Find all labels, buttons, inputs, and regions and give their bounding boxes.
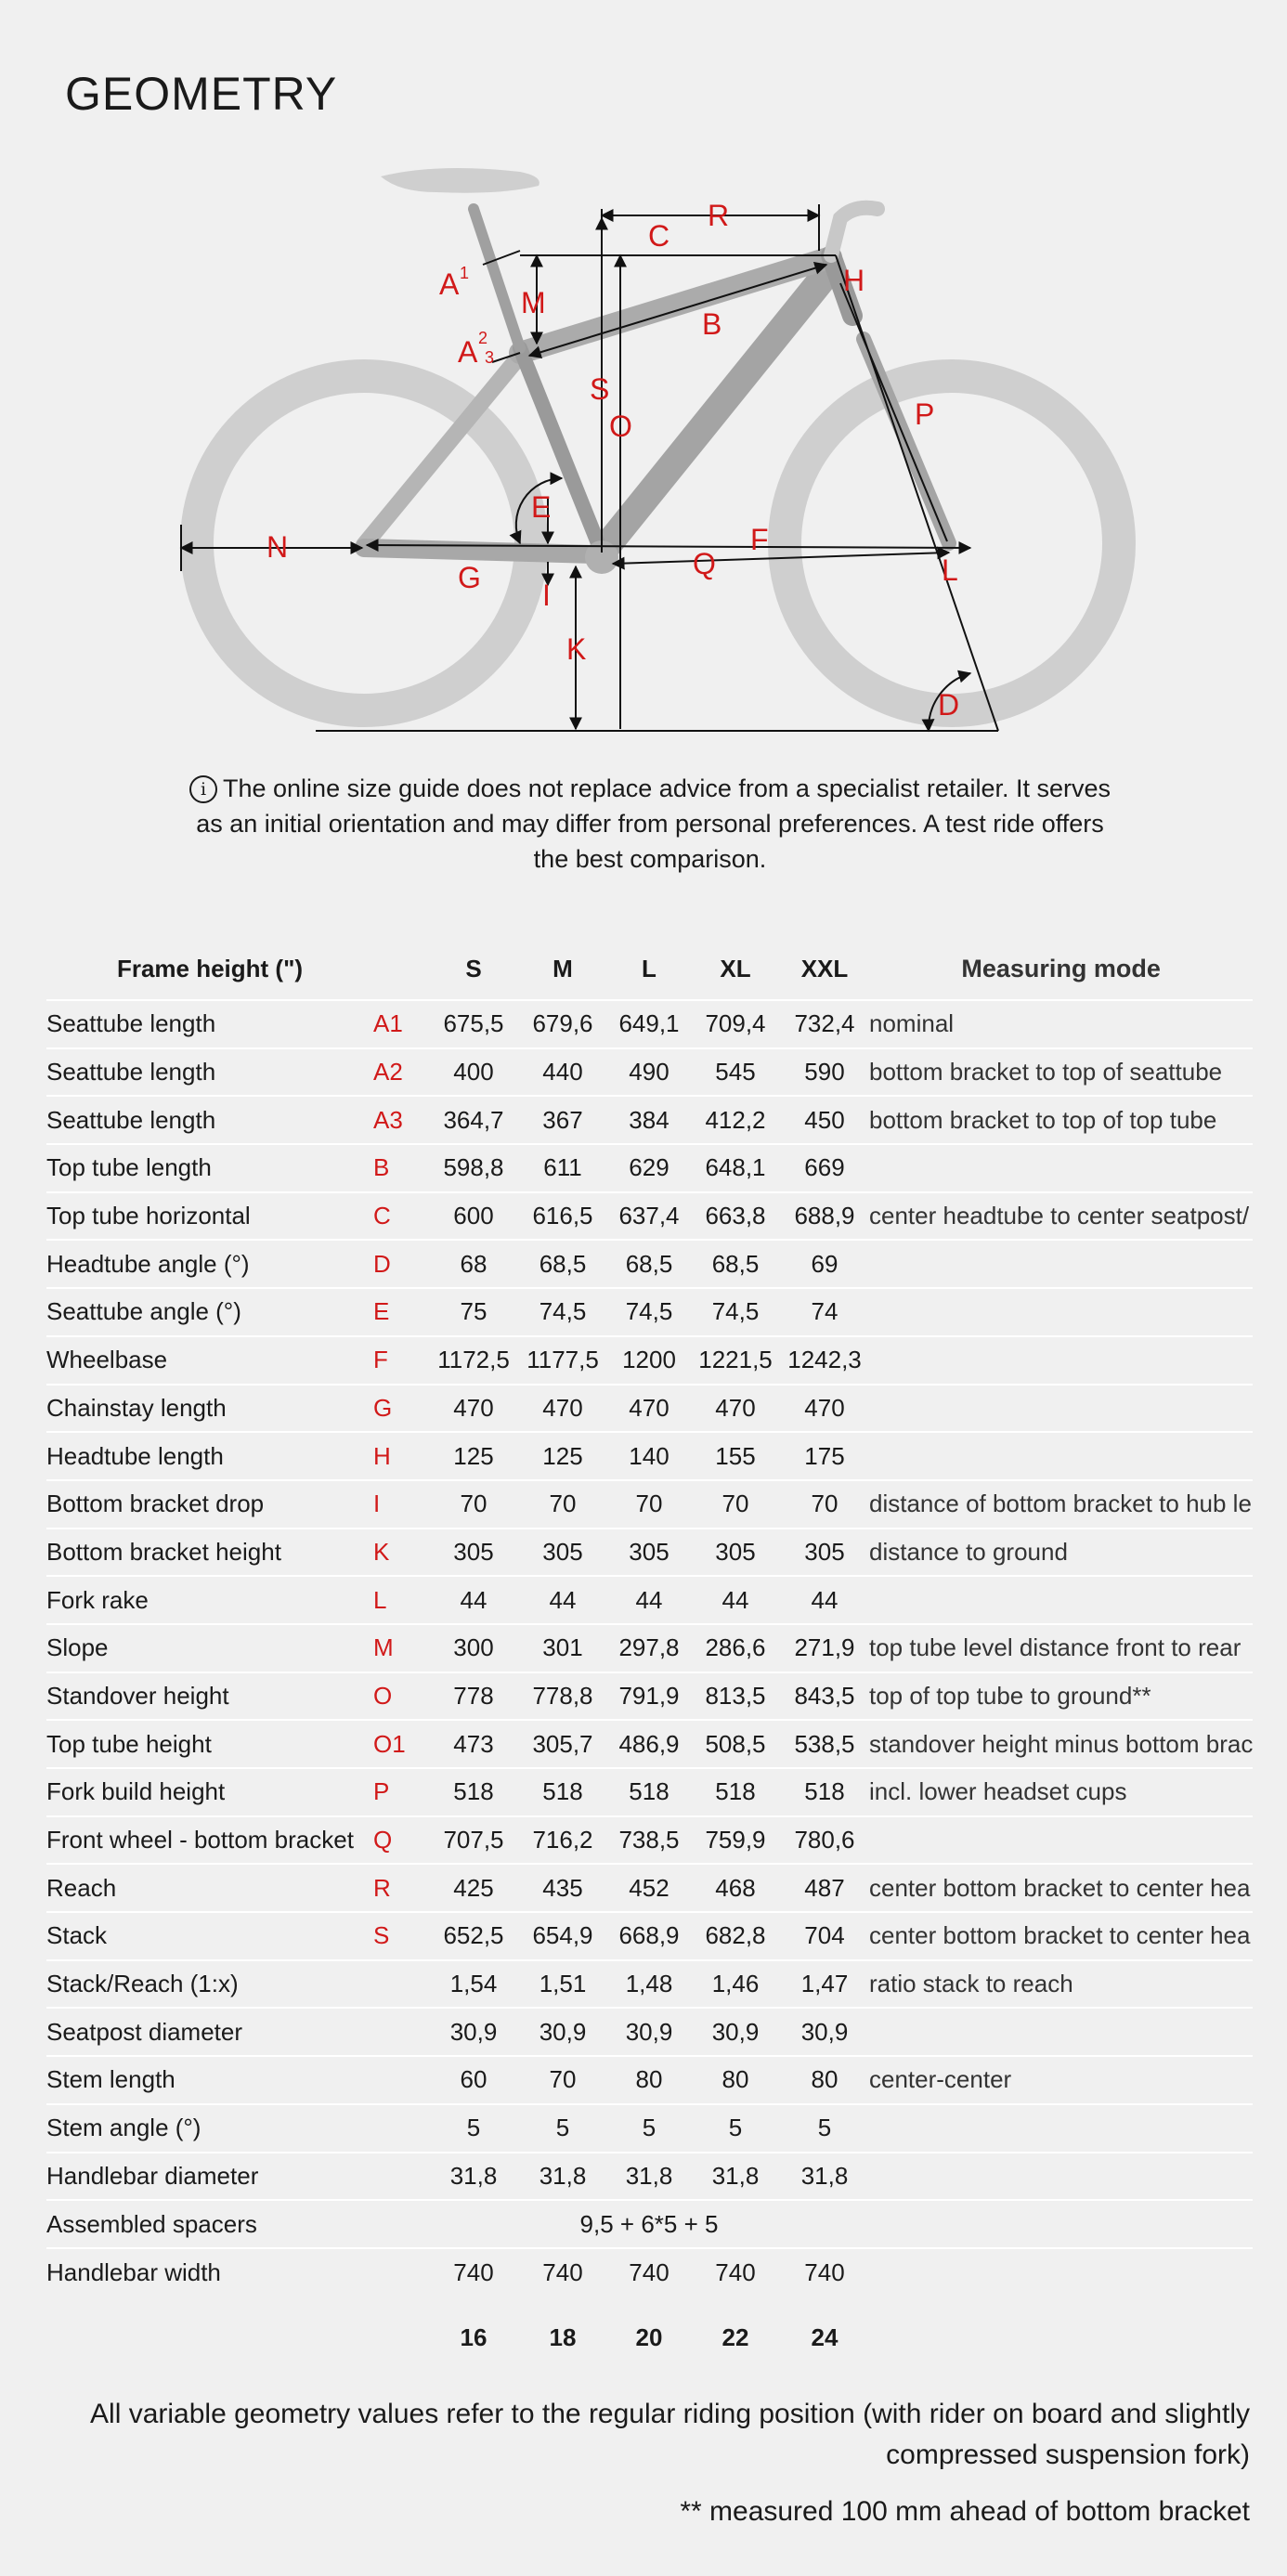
row-value: 778,8 [518, 1672, 607, 1721]
row-value: 300 [429, 1624, 518, 1672]
row-value: 5 [691, 2104, 780, 2153]
row-value: 297,8 [607, 1624, 691, 1672]
row-value: 125 [429, 1432, 518, 1480]
row-value: 286,6 [691, 1624, 780, 1672]
row-value: 155 [691, 1432, 780, 1480]
label-c: C [648, 219, 670, 253]
row-value: 30,9 [429, 2008, 518, 2056]
row-value: 271,9 [780, 1624, 869, 1672]
row-value: 704 [780, 1912, 869, 1960]
measurement-lines [181, 204, 998, 731]
row-name: Assembled spacers [46, 2200, 373, 2248]
row-value: 518 [780, 1768, 869, 1816]
row-name: Fork rake [46, 1576, 373, 1624]
row-value: 367 [518, 1096, 607, 1144]
row-measuring-mode: center bottom bracket to center hea [869, 1912, 1253, 1960]
row-name: Seattube length [46, 1096, 373, 1144]
row-value: 813,5 [691, 1672, 780, 1721]
row-value: 75 [429, 1288, 518, 1336]
row-measuring-mode: center-center [869, 2056, 1253, 2104]
table-row [46, 1144, 1253, 1192]
row-value: 740 [429, 2248, 518, 2296]
row-code: Q [373, 1816, 429, 1865]
row-value: 70 [429, 1480, 518, 1529]
row-value: 140 [607, 1432, 691, 1480]
label-s: S [590, 372, 610, 406]
row-value: 305 [429, 1529, 518, 1577]
row-value: 5 [780, 2104, 869, 2153]
label-r: R [708, 199, 730, 232]
row-value: 470 [780, 1385, 869, 1433]
row-value: 44 [691, 1576, 780, 1624]
row-code: S [373, 1912, 429, 1960]
table-row [46, 1624, 1253, 1672]
row-value: 440 [518, 1048, 607, 1097]
info-icon: i [189, 775, 217, 803]
row-name: Stem length [46, 2056, 373, 2104]
row-measuring-mode: distance to ground [869, 1529, 1253, 1577]
label-i: I [542, 579, 551, 612]
row-value: 490 [607, 1048, 691, 1097]
row-value: 31,8 [429, 2153, 518, 2201]
row-value: 30,9 [780, 2008, 869, 2056]
table-row [46, 1385, 1253, 1433]
row-value: 69 [780, 1240, 869, 1288]
row-measuring-mode: bottom bracket to top of top tube [869, 1096, 1253, 1144]
row-value: 74,5 [518, 1288, 607, 1336]
row-value: 675,5 [429, 1000, 518, 1048]
table-row [46, 2104, 1253, 2153]
row-value: 616,5 [518, 1192, 607, 1241]
row-value: 68,5 [691, 1240, 780, 1288]
row-value: 70 [780, 1480, 869, 1529]
table-row [46, 2153, 1253, 2201]
row-value: 518 [691, 1768, 780, 1816]
row-value: 80 [780, 2056, 869, 2104]
table-row [46, 2248, 1253, 2296]
label-k: K [566, 632, 587, 666]
table-row [46, 2200, 1253, 2248]
inch-size: 24 [811, 2323, 838, 2352]
row-name: Seattube angle (°) [46, 1288, 373, 1336]
row-name: Slope [46, 1624, 373, 1672]
row-value: 654,9 [518, 1912, 607, 1960]
row-value: 425 [429, 1864, 518, 1912]
row-value: 450 [780, 1096, 869, 1144]
row-value: 80 [607, 2056, 691, 2104]
row-value: 74 [780, 1288, 869, 1336]
row-name: Front wheel - bottom bracket [46, 1816, 373, 1865]
row-code: A2 [373, 1048, 429, 1097]
row-value: 473 [429, 1720, 518, 1768]
row-value: 600 [429, 1192, 518, 1241]
row-value: 1200 [607, 1336, 691, 1385]
row-name: Stem angle (°) [46, 2104, 373, 2153]
row-value: 518 [429, 1768, 518, 1816]
saddle [381, 168, 540, 193]
row-value: 74,5 [691, 1288, 780, 1336]
table-row [46, 1336, 1253, 1385]
row-measuring-mode [869, 2153, 1253, 2201]
label-l: L [942, 553, 958, 587]
row-value: 44 [429, 1576, 518, 1624]
row-value: 305 [607, 1529, 691, 1577]
label-m: M [521, 286, 546, 319]
table-row [46, 1960, 1253, 2009]
row-code: G [373, 1385, 429, 1433]
row-code: P [373, 1768, 429, 1816]
row-value: 470 [518, 1385, 607, 1433]
row-name: Headtube angle (°) [46, 1240, 373, 1288]
row-code: E [373, 1288, 429, 1336]
row-value: 31,8 [691, 2153, 780, 2201]
row-value: 44 [780, 1576, 869, 1624]
label-e: E [531, 490, 552, 524]
row-measuring-mode: bottom bracket to top of seattube [869, 1048, 1253, 1097]
row-measuring-mode: center bottom bracket to center hea [869, 1864, 1253, 1912]
geometry-diagram [0, 153, 1287, 748]
row-value: 487 [780, 1864, 869, 1912]
label-p: P [915, 397, 935, 431]
size-header: XXL [780, 938, 869, 1000]
row-name: Fork build height [46, 1768, 373, 1816]
row-value: 470 [607, 1385, 691, 1433]
row-value: 679,6 [518, 1000, 607, 1048]
row-code: H [373, 1432, 429, 1480]
row-name: Stack/Reach (1:x) [46, 1960, 373, 2009]
row-code [373, 2153, 429, 2201]
footer-note-measured: ** measured 100 mm ahead of bottom bracket [680, 2496, 1250, 2527]
table-row [46, 1192, 1253, 1241]
row-value: 669 [780, 1144, 869, 1192]
row-measuring-mode: top tube level distance front to rear [869, 1624, 1253, 1672]
row-value: 30,9 [607, 2008, 691, 2056]
row-value: 70 [607, 1480, 691, 1529]
inch-size: 20 [635, 2323, 663, 2352]
row-value: 649,1 [607, 1000, 691, 1048]
row-code [373, 2200, 429, 2248]
row-measuring-mode [869, 1432, 1253, 1480]
row-value: 5 [429, 2104, 518, 2153]
geometry-table [46, 938, 1253, 2380]
row-value: 305 [518, 1529, 607, 1577]
row-measuring-mode [869, 2104, 1253, 2153]
row-value: 5 [518, 2104, 607, 2153]
row-value: 738,5 [607, 1816, 691, 1865]
row-name: Top tube horizontal [46, 1192, 373, 1241]
page-title: GEOMETRY [65, 68, 338, 120]
row-name: Seattube length [46, 1000, 373, 1048]
row-value: 68 [429, 1240, 518, 1288]
row-measuring-mode: top of top tube to ground** [869, 1672, 1253, 1721]
label-a2: A [458, 335, 478, 369]
row-code: O [373, 1672, 429, 1721]
row-code [373, 2104, 429, 2153]
row-value: 412,2 [691, 1096, 780, 1144]
row-code: O1 [373, 1720, 429, 1768]
row-value: 648,1 [691, 1144, 780, 1192]
row-value: 470 [691, 1385, 780, 1433]
row-value: 468 [691, 1864, 780, 1912]
row-name: Headtube length [46, 1432, 373, 1480]
row-value: 791,9 [607, 1672, 691, 1721]
row-value: 301 [518, 1624, 607, 1672]
row-value: 1,46 [691, 1960, 780, 2009]
row-value: 732,4 [780, 1000, 869, 1048]
row-value: 1,47 [780, 1960, 869, 2009]
row-measuring-mode [869, 1816, 1253, 1865]
frame-height-header: Frame height (") [46, 938, 373, 1000]
row-value: 44 [518, 1576, 607, 1624]
inch-size: 22 [722, 2323, 749, 2352]
row-value: 637,4 [607, 1192, 691, 1241]
footer-note-riding-position: All variable geometry values refer to the regular riding position (with rider on board and slightly compressed suspension fork) [90, 2399, 1250, 2470]
row-value: 384 [607, 1096, 691, 1144]
row-name: Seatpost diameter [46, 2008, 373, 2056]
row-measuring-mode [869, 1385, 1253, 1433]
row-name: Handlebar diameter [46, 2153, 373, 2201]
row-value: 611 [518, 1144, 607, 1192]
label-d: D [938, 688, 960, 722]
row-value: 305 [780, 1529, 869, 1577]
row-value: 545 [691, 1048, 780, 1097]
row-value: 364,7 [429, 1096, 518, 1144]
measuring-mode-header: Measuring mode [869, 938, 1253, 1000]
row-value: 598,8 [429, 1144, 518, 1192]
size-header: XL [691, 938, 780, 1000]
row-value: 400 [429, 1048, 518, 1097]
row-measuring-mode: center headtube to center seatpost/ [869, 1192, 1253, 1241]
table-row [46, 1000, 1253, 1048]
row-measuring-mode [869, 2008, 1253, 2056]
row-code: L [373, 1576, 429, 1624]
size-header: M [518, 938, 607, 1000]
label-g: G [458, 561, 481, 594]
row-value: 716,2 [518, 1816, 607, 1865]
row-value: 668,9 [607, 1912, 691, 1960]
inch-size: 18 [549, 2323, 577, 2352]
row-measuring-mode: ratio stack to reach [869, 1960, 1253, 2009]
row-value: 31,8 [780, 2153, 869, 2201]
row-code: R [373, 1864, 429, 1912]
row-value: 740 [691, 2248, 780, 2296]
row-value: 1177,5 [518, 1336, 607, 1385]
row-value: 778 [429, 1672, 518, 1721]
row-value: 31,8 [518, 2153, 607, 2201]
table-row [46, 1048, 1253, 1097]
label-a2-sub: 3 [485, 348, 495, 367]
table-row [46, 1864, 1253, 1912]
row-code: A1 [373, 1000, 429, 1048]
row-measuring-mode [869, 2200, 1253, 2248]
row-name: Chainstay length [46, 1385, 373, 1433]
row-value: 486,9 [607, 1720, 691, 1768]
row-value: 5 [607, 2104, 691, 2153]
row-code: F [373, 1336, 429, 1385]
row-code: K [373, 1529, 429, 1577]
table-row [46, 1288, 1253, 1336]
row-measuring-mode [869, 1144, 1253, 1192]
row-value: 740 [780, 2248, 869, 2296]
row-measuring-mode: incl. lower headset cups [869, 1768, 1253, 1816]
row-value: 470 [429, 1385, 518, 1433]
label-f: F [750, 523, 769, 556]
note-text: The online size guide does not replace advice from a specialist retailer. It serves as an initial orientation and may differ from personal preferences. A test ride offers the best comparison. [196, 774, 1111, 873]
row-value: 68,5 [518, 1240, 607, 1288]
row-value: 740 [518, 2248, 607, 2296]
row-name: Bottom bracket height [46, 1529, 373, 1577]
row-value: 70 [518, 2056, 607, 2104]
table-row [46, 1672, 1253, 1721]
row-value: 709,4 [691, 1000, 780, 1048]
row-value: 305,7 [518, 1720, 607, 1768]
row-value: 70 [691, 1480, 780, 1529]
row-value: 31,8 [607, 2153, 691, 2201]
row-value: 652,5 [429, 1912, 518, 1960]
row-value: 740 [607, 2248, 691, 2296]
row-value: 452 [607, 1864, 691, 1912]
row-value: 30,9 [691, 2008, 780, 2056]
row-name: Bottom bracket drop [46, 1480, 373, 1529]
row-measuring-mode: distance of bottom bracket to hub le [869, 1480, 1253, 1529]
row-value: 682,8 [691, 1912, 780, 1960]
row-value: 663,8 [691, 1192, 780, 1241]
row-value: 843,5 [780, 1672, 869, 1721]
row-code: D [373, 1240, 429, 1288]
row-code: C [373, 1192, 429, 1241]
row-value: 508,5 [691, 1720, 780, 1768]
row-value: 518 [518, 1768, 607, 1816]
row-measuring-mode [869, 1240, 1253, 1288]
inch-size: 16 [460, 2323, 488, 2352]
size-header: S [429, 938, 518, 1000]
label-a1-sup: 1 [460, 264, 470, 282]
row-value: 9,5 + 6*5 + 5 [429, 2200, 869, 2248]
row-measuring-mode: standover height minus bottom brac [869, 1720, 1253, 1768]
row-value: 518 [607, 1768, 691, 1816]
table-header-row [46, 938, 1253, 1000]
table-row [46, 1096, 1253, 1144]
row-value: 1172,5 [429, 1336, 518, 1385]
row-name: Stack [46, 1912, 373, 1960]
row-value: 80 [691, 2056, 780, 2104]
row-value: 590 [780, 1048, 869, 1097]
row-value: 74,5 [607, 1288, 691, 1336]
row-name: Wheelbase [46, 1336, 373, 1385]
table-row [46, 1432, 1253, 1480]
label-a2-sup: 2 [478, 329, 488, 347]
row-measuring-mode [869, 2248, 1253, 2296]
row-name: Top tube length [46, 1144, 373, 1192]
label-q: Q [693, 547, 716, 580]
row-name: Handlebar width [46, 2248, 373, 2296]
row-code [373, 2008, 429, 2056]
row-value: 538,5 [780, 1720, 869, 1768]
row-value: 60 [429, 2056, 518, 2104]
row-name: Top tube height [46, 1720, 373, 1768]
row-name: Reach [46, 1864, 373, 1912]
row-code: B [373, 1144, 429, 1192]
size-header: L [607, 938, 691, 1000]
row-value: 175 [780, 1432, 869, 1480]
row-value: 1221,5 [691, 1336, 780, 1385]
table-row [46, 1576, 1253, 1624]
table-row [46, 1816, 1253, 1865]
row-value: 30,9 [518, 2008, 607, 2056]
row-value: 125 [518, 1432, 607, 1480]
table-row [46, 2008, 1253, 2056]
label-h: H [843, 264, 865, 297]
table-row [46, 1912, 1253, 1960]
table-row [46, 1529, 1253, 1577]
row-value: 435 [518, 1864, 607, 1912]
label-n: N [266, 530, 289, 564]
row-code [373, 2056, 429, 2104]
row-value: 44 [607, 1576, 691, 1624]
retailer-note [186, 771, 1114, 877]
row-value: 780,6 [780, 1816, 869, 1865]
row-value: 688,9 [780, 1192, 869, 1241]
label-a1: A [439, 267, 460, 301]
row-code: I [373, 1480, 429, 1529]
row-value: 305 [691, 1529, 780, 1577]
row-code: A3 [373, 1096, 429, 1144]
row-value: 68,5 [607, 1240, 691, 1288]
row-value: 70 [518, 1480, 607, 1529]
row-measuring-mode [869, 1576, 1253, 1624]
row-code [373, 2248, 429, 2296]
label-o: O [609, 410, 632, 443]
row-measuring-mode [869, 1336, 1253, 1385]
row-value: 1242,3 [780, 1336, 869, 1385]
row-name: Standover height [46, 1672, 373, 1721]
row-name: Seattube length [46, 1048, 373, 1097]
table-row [46, 1240, 1253, 1288]
row-value: 707,5 [429, 1816, 518, 1865]
table-row [46, 1768, 1253, 1816]
inch-size-row [46, 2296, 1253, 2380]
label-b: B [702, 307, 722, 341]
row-code: M [373, 1624, 429, 1672]
row-value: 1,51 [518, 1960, 607, 2009]
row-value: 1,54 [429, 1960, 518, 2009]
row-measuring-mode: nominal [869, 1000, 1253, 1048]
row-measuring-mode [869, 1288, 1253, 1336]
row-code [373, 1960, 429, 2009]
diagram-labels [266, 199, 959, 722]
table-row [46, 1720, 1253, 1768]
table-row [46, 1480, 1253, 1529]
row-value: 1,48 [607, 1960, 691, 2009]
row-value: 759,9 [691, 1816, 780, 1865]
row-value: 629 [607, 1144, 691, 1192]
table-row [46, 2056, 1253, 2104]
